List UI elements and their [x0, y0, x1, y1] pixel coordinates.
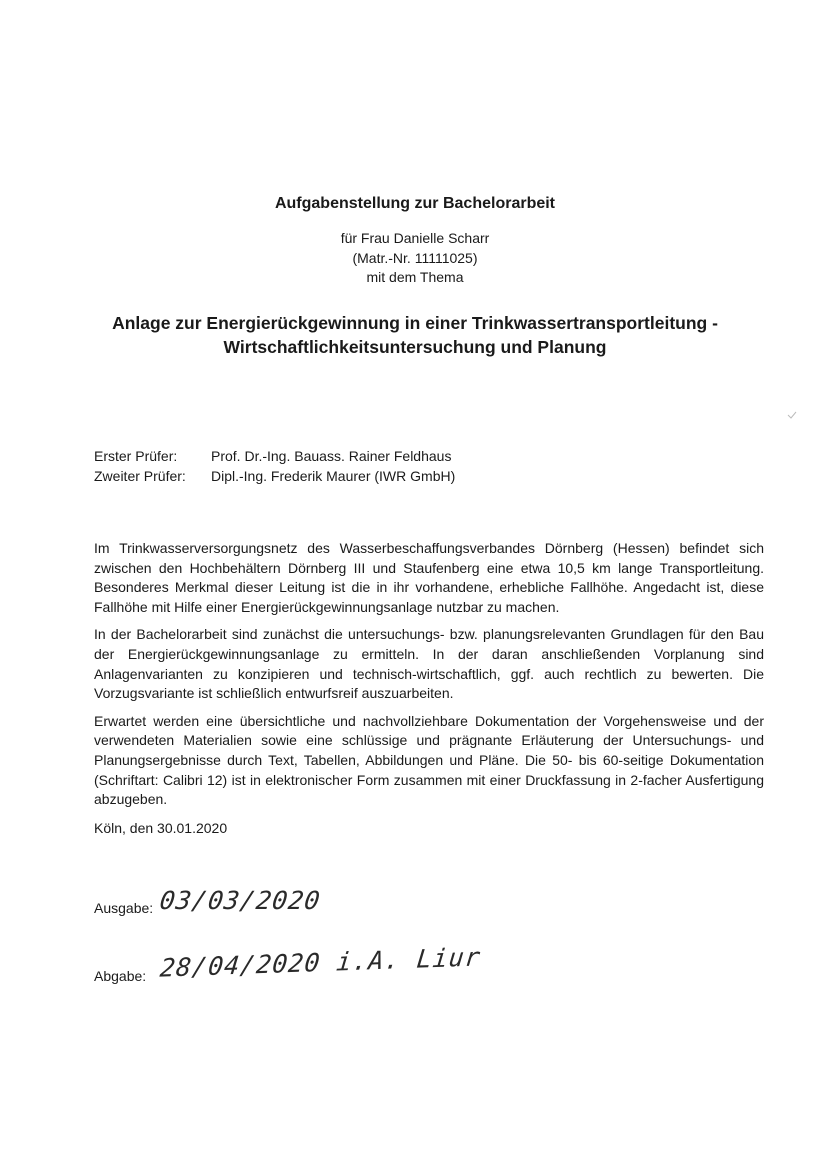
topic-line-2: Wirtschaftlichkeitsuntersuchung und Planung [223, 337, 607, 357]
examiner-row [94, 466, 455, 486]
thesis-topic [0, 311, 830, 359]
abgabe-label: Abgabe: [94, 968, 147, 984]
examiner-role: Zweiter Prüfer: [94, 468, 186, 484]
abgabe-handwritten-date: 28/04/2020 i.A. Liur [158, 942, 483, 983]
examiners-block [94, 446, 455, 486]
paragraph: Im Trinkwasserversorgungsnetz des Wasserbeschaffungsverbandes Dörnberg (Hessen) befindet sich zwischen den Hochbehältern Dörnberg III und Staufenberg eine etwa 10,5 km lange Transportleitung. Besonderes Merkmal dieser Leitung ist die in ihr vorhandene, erhebliche Fallhöhe. Angedacht ist, diese Fallhöhe mit Hilfe einer Energierückgewinnungsanlage nutzbar zu machen. [94, 540, 764, 615]
place-date: Köln, den 30.01.2020 [94, 820, 228, 836]
student-name-line: für Frau Danielle Scharr [340, 230, 490, 246]
student-info [0, 229, 830, 288]
theme-intro-line: mit dem Thema [366, 269, 464, 285]
task-description [94, 539, 764, 818]
paragraph: Erwartet werden eine übersichtliche und nachvollziehbare Dokumentation der Vorgehensweise und der verwendeten Materialien sowie eine schlüssige und prägnante Erläuterung der Untersuchungs- und Planungsergebnisse durch Text, Tabellen, Abbildungen und Pläne. Die 50- bis 60-seitige Dokumentation (Schriftart: Calibri 12) ist in elektronischer Form zusammen mit einer Druckfassung in 2-facher Ausfertigung abzugeben. [94, 712, 764, 808]
topic-line-1: Anlage zur Energierückgewinnung in einer Trinkwassertransportleitung - [112, 313, 718, 333]
ausgabe-handwritten-date: 03/03/2020 [157, 886, 323, 915]
examiner-role: Erster Prüfer: [94, 448, 178, 464]
paragraph: In der Bachelorarbeit sind zunächst die untersuchungs- bzw. planungsrelevanten Grundlagen für den Bau der Energierückgewinnungsanlage zu ermitteln. In der daran anschließenden Vorplanung sind Anlagenvarianten zu konzipieren und technisch-wirtschaftlich, ggf. auch rechtlich zu bewerten. Die Vorzugsvariante ist schließlich entwurfsreif auszuarbeiten. [94, 626, 764, 702]
document-title: Aufgabenstellung zur Bachelorarbeit [274, 195, 556, 212]
examiner-name: Prof. Dr.-Ing. Bauass. Rainer Feldhaus [211, 448, 452, 464]
examiner-name: Dipl.-Ing. Frederik Maurer (IWR GmbH) [211, 468, 456, 484]
ausgabe-label: Ausgabe: [94, 900, 154, 916]
pen-mark-icon [787, 411, 797, 419]
matriculation-line: (Matr.-Nr. 11111025) [352, 249, 478, 266]
examiner-row [94, 446, 455, 466]
